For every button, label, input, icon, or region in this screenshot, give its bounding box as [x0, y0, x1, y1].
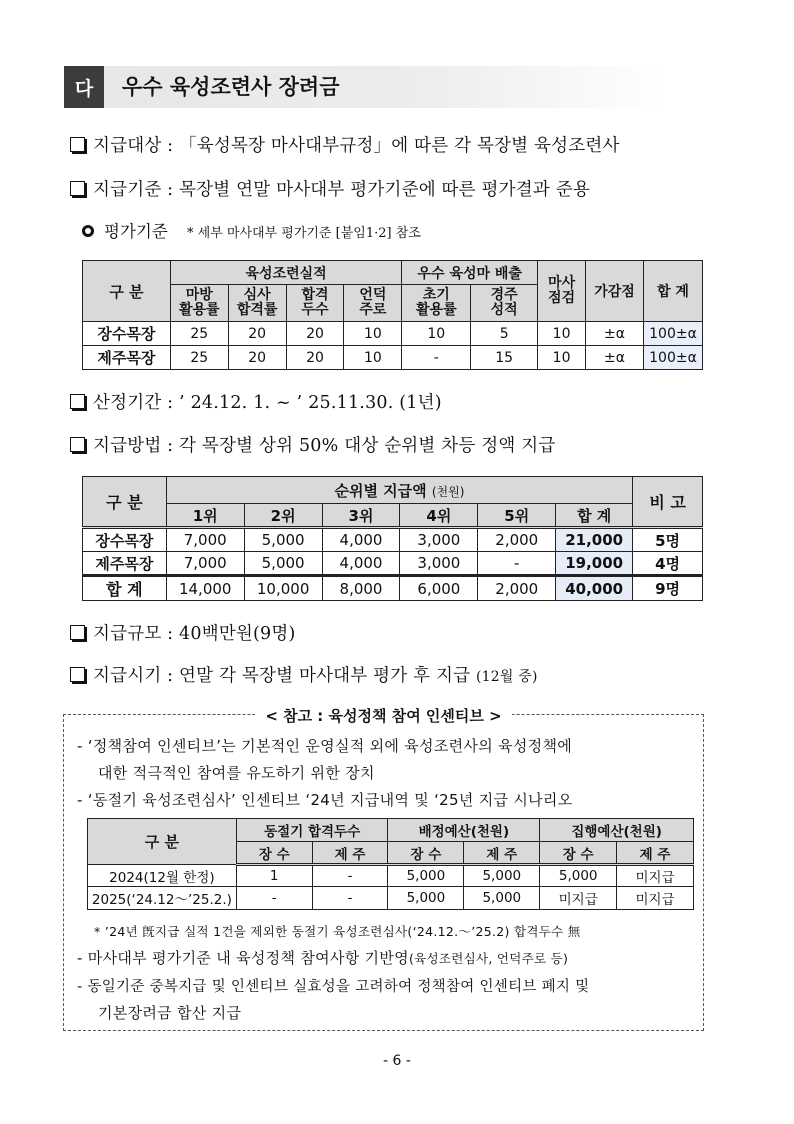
t3-header-group: 집행예산(천원) [540, 819, 694, 842]
t3-sub-header: 제 주 [617, 842, 694, 865]
checkbox-square-icon [70, 625, 85, 640]
item-criteria [70, 176, 590, 201]
t1-cell: 20 [228, 322, 286, 346]
reference-line: - 동일기준 중복지급 및 인센티브 실효성을 고려하여 정책참여 인센티브 폐지 및 [77, 979, 590, 995]
t3-header-group: 동절기 합격두수 [236, 819, 388, 842]
checkbox-square-icon [70, 667, 85, 682]
reference-line-main: - 마사대부 평가기준 내 육성정책 참여사항 기반영 [77, 949, 409, 967]
t2-row-name: 합 계 [83, 576, 167, 601]
t1-header-adjust: 가감점 [586, 261, 644, 322]
section-badge: 다 [64, 66, 104, 108]
t2-cell: 5,000 [244, 552, 322, 576]
t3-cell: 5,000 [388, 887, 464, 910]
t1-cell: 10 [538, 346, 586, 370]
table-row [83, 576, 703, 601]
t1-header-training: 육성조련실적 [170, 261, 402, 285]
t1-sub-header: 합격 두수 [286, 285, 344, 322]
t3-cell: 5,000 [540, 865, 617, 887]
item-target-text: 지급대상 : 「육성목장 마사대부규정」에 따른 각 목장별 육성조련사 [93, 136, 620, 156]
t1-cell: ±α [586, 346, 644, 370]
circle-bullet-icon [82, 225, 94, 237]
t3-sub-header: 장 수 [540, 842, 617, 865]
item-criteria-text: 지급기준 : 목장별 연말 마사대부 평가기준에 따른 평가결과 준용 [93, 180, 590, 200]
t3-header-group: 배정예산(천원) [388, 819, 540, 842]
table-row [88, 887, 694, 910]
reference-line: - ‘정책참여 인센티브’는 기본적인 운영실적 외에 육성조련사의 육성정책에 [77, 737, 573, 755]
checkbox-square-icon [70, 437, 85, 452]
t3-cell: 5,000 [464, 865, 540, 887]
t2-header-group [166, 477, 632, 504]
t1-cell: 20 [286, 346, 344, 370]
item-timing-text: 지급시기 : 연말 각 목장별 마사대부 평가 후 지급 [93, 666, 471, 686]
eval-label: 평가기준 [104, 222, 168, 241]
t1-row-name: 장수목장 [83, 322, 171, 346]
reference-title [64, 705, 703, 726]
payment-table [82, 476, 703, 601]
t1-total-cell: 100±α [643, 322, 702, 346]
t2-sub-header: 3위 [322, 504, 400, 528]
t1-total-cell: 100±α [643, 346, 702, 370]
table-row [83, 346, 703, 370]
reference-line-note: (육성조련심사, 언덕주로 등) [408, 951, 569, 966]
item-method [70, 432, 555, 457]
item-target [70, 132, 620, 157]
reference-footnote: * ’24년 旣지급 실적 1건을 제외한 동절기 육성조련심사(‘24.12.～’25.2) 합격두수 無 [94, 924, 581, 939]
section-title: 우수 육성조련사 장려금 [122, 75, 340, 99]
t2-cell: 8,000 [322, 576, 400, 601]
t2-note-cell: 4명 [633, 552, 703, 576]
t1-row-name: 제주목장 [83, 346, 171, 370]
eval-note: * 세부 마사대부 평가기준 [붙임1·2] 참조 [187, 226, 421, 241]
t1-sub-header: 심사 합격률 [228, 285, 286, 322]
t1-cell: 10 [538, 322, 586, 346]
t1-cell: 25 [170, 322, 228, 346]
t2-header-group-unit: (천원) [431, 484, 465, 499]
reference-line [77, 947, 568, 968]
t2-cell: 7,000 [166, 528, 244, 552]
page-number: - 6 - [383, 1053, 411, 1069]
t1-header-excellent: 우수 육성마 배출 [402, 261, 538, 285]
t1-cell: 25 [170, 346, 228, 370]
t3-cell: 미지급 [617, 865, 694, 887]
t2-cell: 2,000 [478, 576, 556, 601]
t2-row-name: 장수목장 [83, 528, 167, 552]
t2-sub-header: 5위 [478, 504, 556, 528]
t1-header-division: 구 분 [83, 261, 171, 322]
t2-cell: 5,000 [244, 528, 322, 552]
t3-sub-header: 제 주 [464, 842, 540, 865]
reference-line: 기본장려금 합산 지급 [98, 1004, 242, 1022]
item-scale-text: 지급규모 : 40백만원(9명) [93, 624, 296, 644]
t3-row-name: 2025(‘24.12～’25.2.) [88, 887, 237, 910]
t2-header-note: 비 고 [633, 477, 703, 528]
item-scale [70, 620, 296, 645]
t2-header-group-label: 순위별 지급액 [334, 481, 427, 500]
t3-sub-header: 장 수 [388, 842, 464, 865]
table-row [83, 552, 703, 576]
t1-cell: 5 [471, 322, 538, 346]
t1-sub-header: 초기 활용률 [402, 285, 471, 322]
t1-sub-header: 경주 성적 [471, 285, 538, 322]
t1-header-total: 합 계 [643, 261, 702, 322]
reference-line: - ‘동절기 육성조련심사’ 인센티브 ‘24년 지급내역 및 ‘25년 지급 시나리오 [77, 791, 573, 809]
table-row [83, 322, 703, 346]
evaluation-table [82, 260, 703, 370]
t1-cell: 10 [402, 322, 471, 346]
t2-cell: 3,000 [400, 528, 478, 552]
t2-total-cell: 19,000 [556, 552, 633, 576]
reference-line: 대한 적극적인 참여를 유도하기 위한 장치 [98, 764, 375, 782]
reference-title-text: < 참고 : 육성정책 참여 인센티브 > [255, 707, 511, 725]
t1-cell: 10 [344, 346, 402, 370]
t2-cell: 4,000 [322, 552, 400, 576]
t3-cell: 미지급 [617, 887, 694, 910]
t1-cell: 20 [228, 346, 286, 370]
t2-cell: 4,000 [322, 528, 400, 552]
section-header [64, 66, 666, 108]
t2-cell: 14,000 [166, 576, 244, 601]
table-row [83, 528, 703, 552]
t2-sub-header: 1위 [166, 504, 244, 528]
t3-row-name: 2024(12월 한정) [88, 865, 237, 887]
t2-note-cell: 9명 [633, 576, 703, 601]
t2-header-division: 구 분 [83, 477, 167, 528]
checkbox-square-icon [70, 137, 85, 152]
t2-sub-header: 2위 [244, 504, 322, 528]
incentive-table [87, 818, 694, 910]
t2-sub-header: 4위 [400, 504, 478, 528]
t3-cell: - [236, 887, 312, 910]
t2-cell: 10,000 [244, 576, 322, 601]
t1-header-inspect: 마사 점검 [538, 261, 586, 322]
t3-cell: 1 [236, 865, 312, 887]
item-period-text: 산정기간 : ’ 24.12. 1. ~ ’ 25.11.30. (1년) [93, 393, 442, 413]
t1-cell: - [402, 346, 471, 370]
t2-cell: - [478, 552, 556, 576]
item-timing [70, 662, 538, 687]
t3-cell: - [312, 865, 388, 887]
t3-header-division: 구 분 [88, 819, 237, 865]
t1-cell: 10 [344, 322, 402, 346]
t1-cell: ±α [586, 322, 644, 346]
item-timing-note: (12월 중) [475, 669, 538, 685]
t2-sub-header: 합 계 [556, 504, 633, 528]
t3-cell: 5,000 [388, 865, 464, 887]
checkbox-square-icon [70, 181, 85, 196]
item-method-text: 지급방법 : 각 목장별 상위 50% 대상 순위별 차등 정액 지급 [93, 436, 556, 456]
t1-sub-header: 마방 활용률 [170, 285, 228, 322]
checkbox-square-icon [70, 394, 85, 409]
t1-cell: 20 [286, 322, 344, 346]
t2-note-cell: 5명 [633, 528, 703, 552]
t3-cell: 5,000 [464, 887, 540, 910]
t2-cell: 6,000 [400, 576, 478, 601]
t2-cell: 2,000 [478, 528, 556, 552]
item-period [70, 389, 442, 414]
t2-row-name: 제주목장 [83, 552, 167, 576]
t2-cell: 3,000 [400, 552, 478, 576]
t2-total-cell: 40,000 [556, 576, 633, 601]
t2-total-cell: 21,000 [556, 528, 633, 552]
t3-cell: - [312, 887, 388, 910]
t3-cell: 미지급 [540, 887, 617, 910]
t1-sub-header: 언덕 주로 [344, 285, 402, 322]
t1-cell: 15 [471, 346, 538, 370]
t3-sub-header: 장 수 [236, 842, 312, 865]
t2-cell: 7,000 [166, 552, 244, 576]
table-row [88, 865, 694, 887]
t3-sub-header: 제 주 [312, 842, 388, 865]
eval-criteria-line [82, 218, 421, 242]
